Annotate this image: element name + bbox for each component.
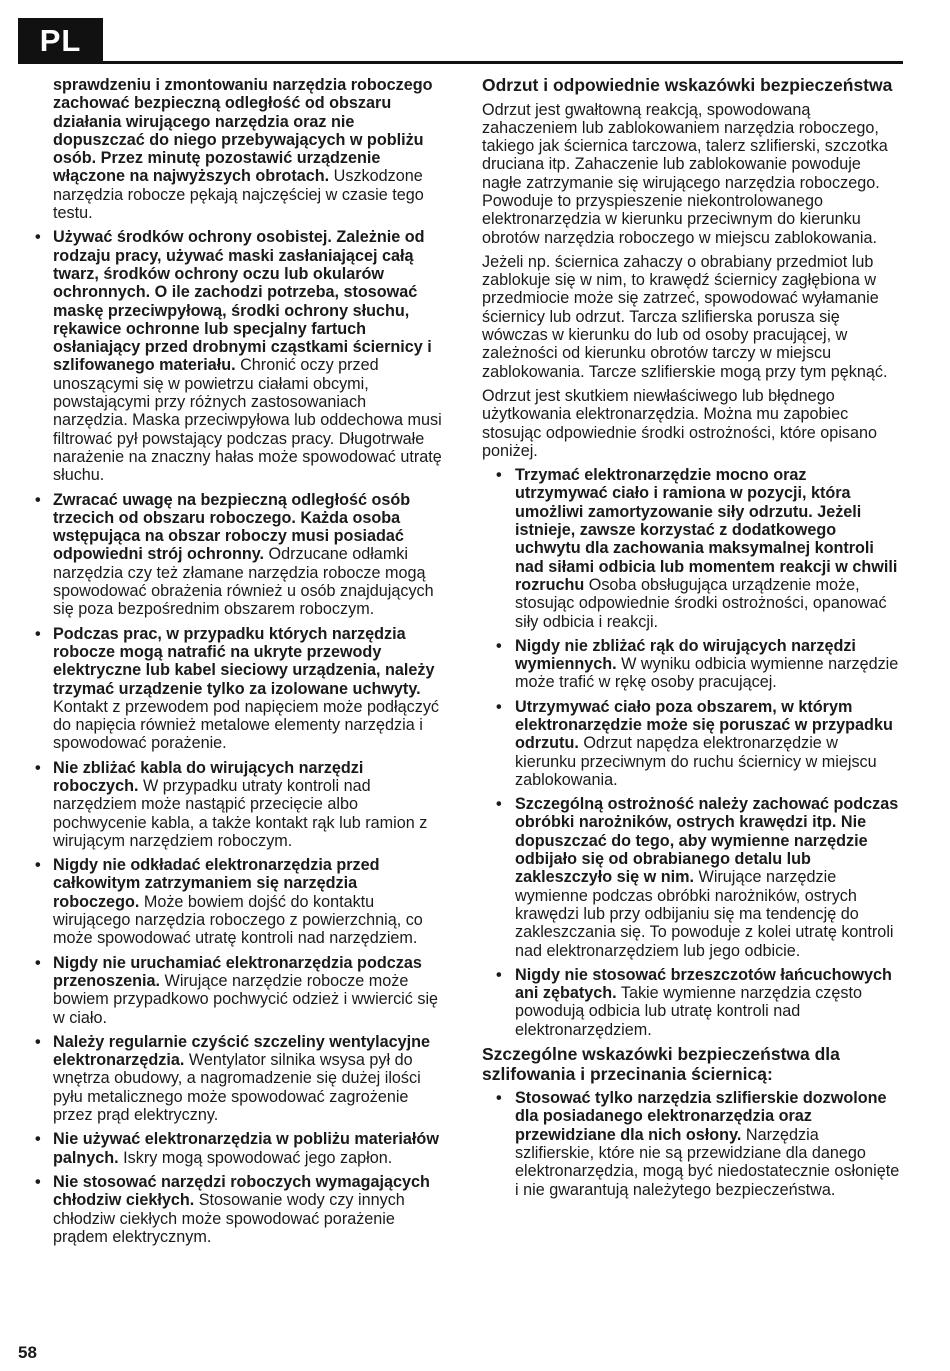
bullet-icon: • bbox=[496, 1089, 502, 1108]
language-label: PL bbox=[18, 18, 103, 64]
bullet-item bbox=[33, 1173, 443, 1246]
bullet-icon: • bbox=[496, 697, 502, 716]
bullet-item bbox=[33, 856, 443, 947]
bold-text: Stosować tylko narzędzia szlifierskie dozwolone dla posiadanego elektronarzędzia oraz przewidziane dla nich osłony. bbox=[515, 1089, 887, 1144]
bullet-icon: • bbox=[496, 965, 502, 984]
bullet-item bbox=[33, 228, 443, 484]
bullet-icon: • bbox=[35, 953, 41, 972]
bullet-item bbox=[482, 1089, 902, 1199]
bullet-item bbox=[482, 698, 902, 789]
bullet-icon: • bbox=[35, 1130, 41, 1149]
body-text: Wirujące narzędzie robocze może bowiem przypadkowo pochwycić odzież i wwiercić się w ciało. bbox=[53, 971, 439, 1027]
bullet-item bbox=[33, 1130, 443, 1167]
bullet-icon: • bbox=[35, 1172, 41, 1191]
bold-text: Nigdy nie odkładać elektronarzędzia przed całkowitym zatrzymaniem się narzędzia roboczego. bbox=[53, 856, 380, 911]
body-text: Stosowanie wody czy innych chłodziw ciekłych może spowodować porażenie prądem elektrycznym. bbox=[53, 1191, 405, 1246]
body-text: Uszkodzone narzędzia robocze pękają najczęściej w czasie tego testu. bbox=[53, 167, 424, 223]
body-text: Chronić oczy przed unoszącymi się w powietrzu ciałami obcymi, powstającymi przy różnych zastosowaniach narzędzia. Maska przeciwpyłowa lub oddechowa musi filtrować pył powstający podczas pracy. Długotrwałe narażenie na znaczny hałas może spowodować utratę słuchu. bbox=[53, 356, 442, 485]
bold-text: Utrzymywać ciało poza obszarem, w którym elektronarzędzie może się poruszać w przypadku odrzutu. bbox=[515, 697, 893, 753]
bullet-item bbox=[33, 759, 443, 850]
body-text: Wentylator silnika wsysa pył do wnętrza obudowy, a nagromadzenie się dużej ilości pyłu metalicznego może spowodować zagrożenie przez prąd elektryczny. bbox=[53, 1051, 421, 1125]
continuation-paragraph bbox=[33, 76, 443, 222]
bullet-icon: • bbox=[35, 228, 41, 247]
bold-text: Nie używać elektronarzędzia w pobliżu materiałów palnych. bbox=[53, 1130, 439, 1167]
bullet-icon: • bbox=[496, 636, 502, 655]
bold-text: sprawdzeniu i zmontowaniu narzędzia roboczego zachować bezpieczną odległość od obszaru działania wirującego narzędzia oraz nie dopuszczać do niego przebywających w pobliżu osób. Przez minutę pozostawić urządzenie włączone na najwyższych obrotach. bbox=[53, 76, 433, 186]
left-column bbox=[33, 76, 443, 1252]
body-text: W przypadku utraty kontroli nad narzędziem może nastąpić przecięcie albo pochwycenie kabla, a także kontakt rąk lub ramion z wirującym narzędziem roboczym. bbox=[53, 776, 428, 850]
bullet-item bbox=[33, 625, 443, 753]
body-text: Odrzucane odłamki narzędzia czy też złamane narzędzia robocze mogą spowodować obrażenia również u osób znajdujących się poza bezpośrednim obszarem roboczym. bbox=[53, 545, 434, 619]
grinding-list bbox=[482, 1089, 902, 1199]
paragraph: Jeżeli np. ściernica zahaczy o obrabiany przedmiot lub zablokuje się w nim, to krawędź ściernicy zagłębiona w przedmiocie może się zatrzeć, spowodować wyłamanie ściernicy lub odrzut. Tarcza szlifierska porusza się wówczas w kierunku do lub od osoby pracującej, w zależności od kierunku obrotów tarczy w miejscu zablokowania. Tarcze szlifierskie mogą przy tym pęknąć. bbox=[482, 252, 888, 381]
body-text: Kontakt z przewodem pod napięciem może podłączyć do napięcia również metalowe elementy narzędzia i spowodować porażenie. bbox=[53, 697, 440, 753]
bold-text: Szczególną ostrożność należy zachować podczas obróbki narożników, ostrych krawędzi itp. Nie dopuszczać do tego, aby wymienne narzędzie odbijało się od obrabianego detalu lub zakleszczyło się w nim. bbox=[515, 795, 899, 887]
body-text: W wyniku odbicia wymienne narzędzie może trafić w rękę osoby pracującej. bbox=[515, 655, 899, 692]
body-text: Może bowiem dojść do kontaktu wirującego narzędzia roboczego z powierzchnią, co może spowodować utratę kontroli nad narzędziem. bbox=[53, 892, 423, 948]
paragraph: Odrzut jest skutkiem niewłaściwego lub błędnego użytkowania elektronarzędzia. Można mu zapobiec stosując odpowiednie środki ostrożności, które opisano poniżej. bbox=[482, 386, 878, 460]
section-heading-grinding: Szczególne wskazówki bezpieczeństwa dla szlifowania i przecinania ściernicą: bbox=[482, 1044, 840, 1084]
bullet-item bbox=[482, 966, 902, 1039]
bold-text: Nigdy nie stosować brzeszczotów łańcuchowych ani zębatych. bbox=[515, 965, 892, 1003]
bullet-item bbox=[482, 466, 902, 631]
bold-text: Trzymać elektronarzędzie mocno oraz utrzymywać ciało i ramiona w pozycji, która umożliwi zamortyzowanie siły odrzutu. Jeżeli istnieje, zawsze korzystać z dodatkowego uchwytu dla zachowania maksymalnej kontroli nad siłami odbicia lub momentem reakcji w chwili rozruchu bbox=[515, 466, 898, 594]
bullet-icon: • bbox=[496, 466, 502, 485]
bullet-item bbox=[33, 1033, 443, 1124]
bullet-icon: • bbox=[35, 856, 41, 875]
bold-text: Należy regularnie czyścić szczeliny wentylacyjne elektronarzędzia. bbox=[53, 1032, 430, 1070]
bullet-icon: • bbox=[35, 1032, 41, 1051]
bullet-item bbox=[33, 491, 443, 619]
bullet-item bbox=[482, 637, 902, 692]
bullet-icon: • bbox=[496, 795, 502, 814]
bullet-item bbox=[482, 795, 902, 960]
page-number: 58 bbox=[18, 1343, 37, 1362]
body-text: Takie wymienne narzędzia często powodują odbicia lub utratę kontroli nad elektronarzędziem. bbox=[515, 984, 862, 1039]
bold-text: Zwracać uwagę na bezpieczną odległość osób trzecich od obszaru roboczego. Każda osoba wstępująca na obszar roboczy musi posiadać odpowiedni strój ochronny. bbox=[53, 490, 411, 564]
paragraph: Odrzut jest gwałtowną reakcją, spowodowaną zahaczeniem lub zablokowaniem narzędzia roboczego, takiego jak ściernica tarczowa, talerz szlifierski, szczotka druciana itp. Zahaczenie lub zablokowanie powoduje nagłe zatrzymanie się wirującego narzędzia roboczego. Powoduje to przyspieszenie niekontrolowanego elektronarzędzia w kierunku przeciwnym do kierunku obrotów narzędzia roboczego w miejscu zablokowania. bbox=[482, 100, 888, 247]
bold-text: Nie zbliżać kabla do wirujących narzędzi roboczych. bbox=[53, 758, 364, 795]
kickback-list bbox=[482, 466, 902, 1039]
bullet-icon: • bbox=[35, 758, 41, 777]
bold-text: Podczas prac, w przypadku których narzędzia robocze mogą natrafić na ukryte przewody elektryczne lub kabel sieciowy urządzenia, należy trzymać urządzenie tylko za izolowane uchwyty. bbox=[53, 624, 435, 698]
body-text: Odrzut napędza elektronarzędzie w kierunku przeciwnym do ruchu ściernicy w miejscu zablokowania. bbox=[515, 734, 877, 789]
body-text: Iskry mogą spowodować jego zapłon. bbox=[118, 1148, 393, 1167]
bold-text: Używać środków ochrony osobistej. Zależnie od rodzaju pracy, używać maski zasłaniającej całą twarz, środków ochrony oczu lub okularów ochronnych. O ile zachodzi potrzeba, stosować maskę przeciwpyłową, środki ochrony słuchu, rękawice ochronne lub specjalny fartuch osłaniający przed drobnymi cząstkami ściernicy i szlifowanego materiału. bbox=[53, 228, 432, 375]
body-text: Osoba obsługująca urządzenie może, stosując odpowiednie środki ostrożności, opanować siły odbicia i reakcji. bbox=[515, 575, 887, 631]
bullet-item bbox=[33, 954, 443, 1027]
body-text: Narzędzia szlifierskie, które nie są przewidziane dla danego elektronarzędzia, mogą być niedostatecznie osłonięte i nie gwarantują należytego bezpieczeństwa. bbox=[515, 1125, 900, 1199]
bold-text: Nie stosować narzędzi roboczych wymagających chłodziw ciekłych. bbox=[53, 1172, 430, 1210]
bold-text: Nigdy nie uruchamiać elektronarzędzia podczas przenoszenia. bbox=[53, 953, 422, 990]
header-rule bbox=[103, 61, 903, 64]
bullet-icon: • bbox=[35, 624, 41, 643]
bullet-icon: • bbox=[35, 490, 41, 509]
body-text: Wirujące narzędzie wymienne podczas obróbki narożników, ostrych krawędzi lub przy odbijaniu się ma tendencję do zakleszczania się. To powoduje z kolei utratę kontroli nad elektronarzędziem lub jego odbicie. bbox=[515, 868, 894, 960]
right-column bbox=[482, 76, 902, 1205]
bold-text: Nigdy nie zbliżać rąk do wirujących narzędzi wymiennych. bbox=[515, 636, 856, 674]
section-heading-kickback: Odrzut i odpowiednie wskazówki bezpieczeństwa bbox=[482, 75, 893, 95]
